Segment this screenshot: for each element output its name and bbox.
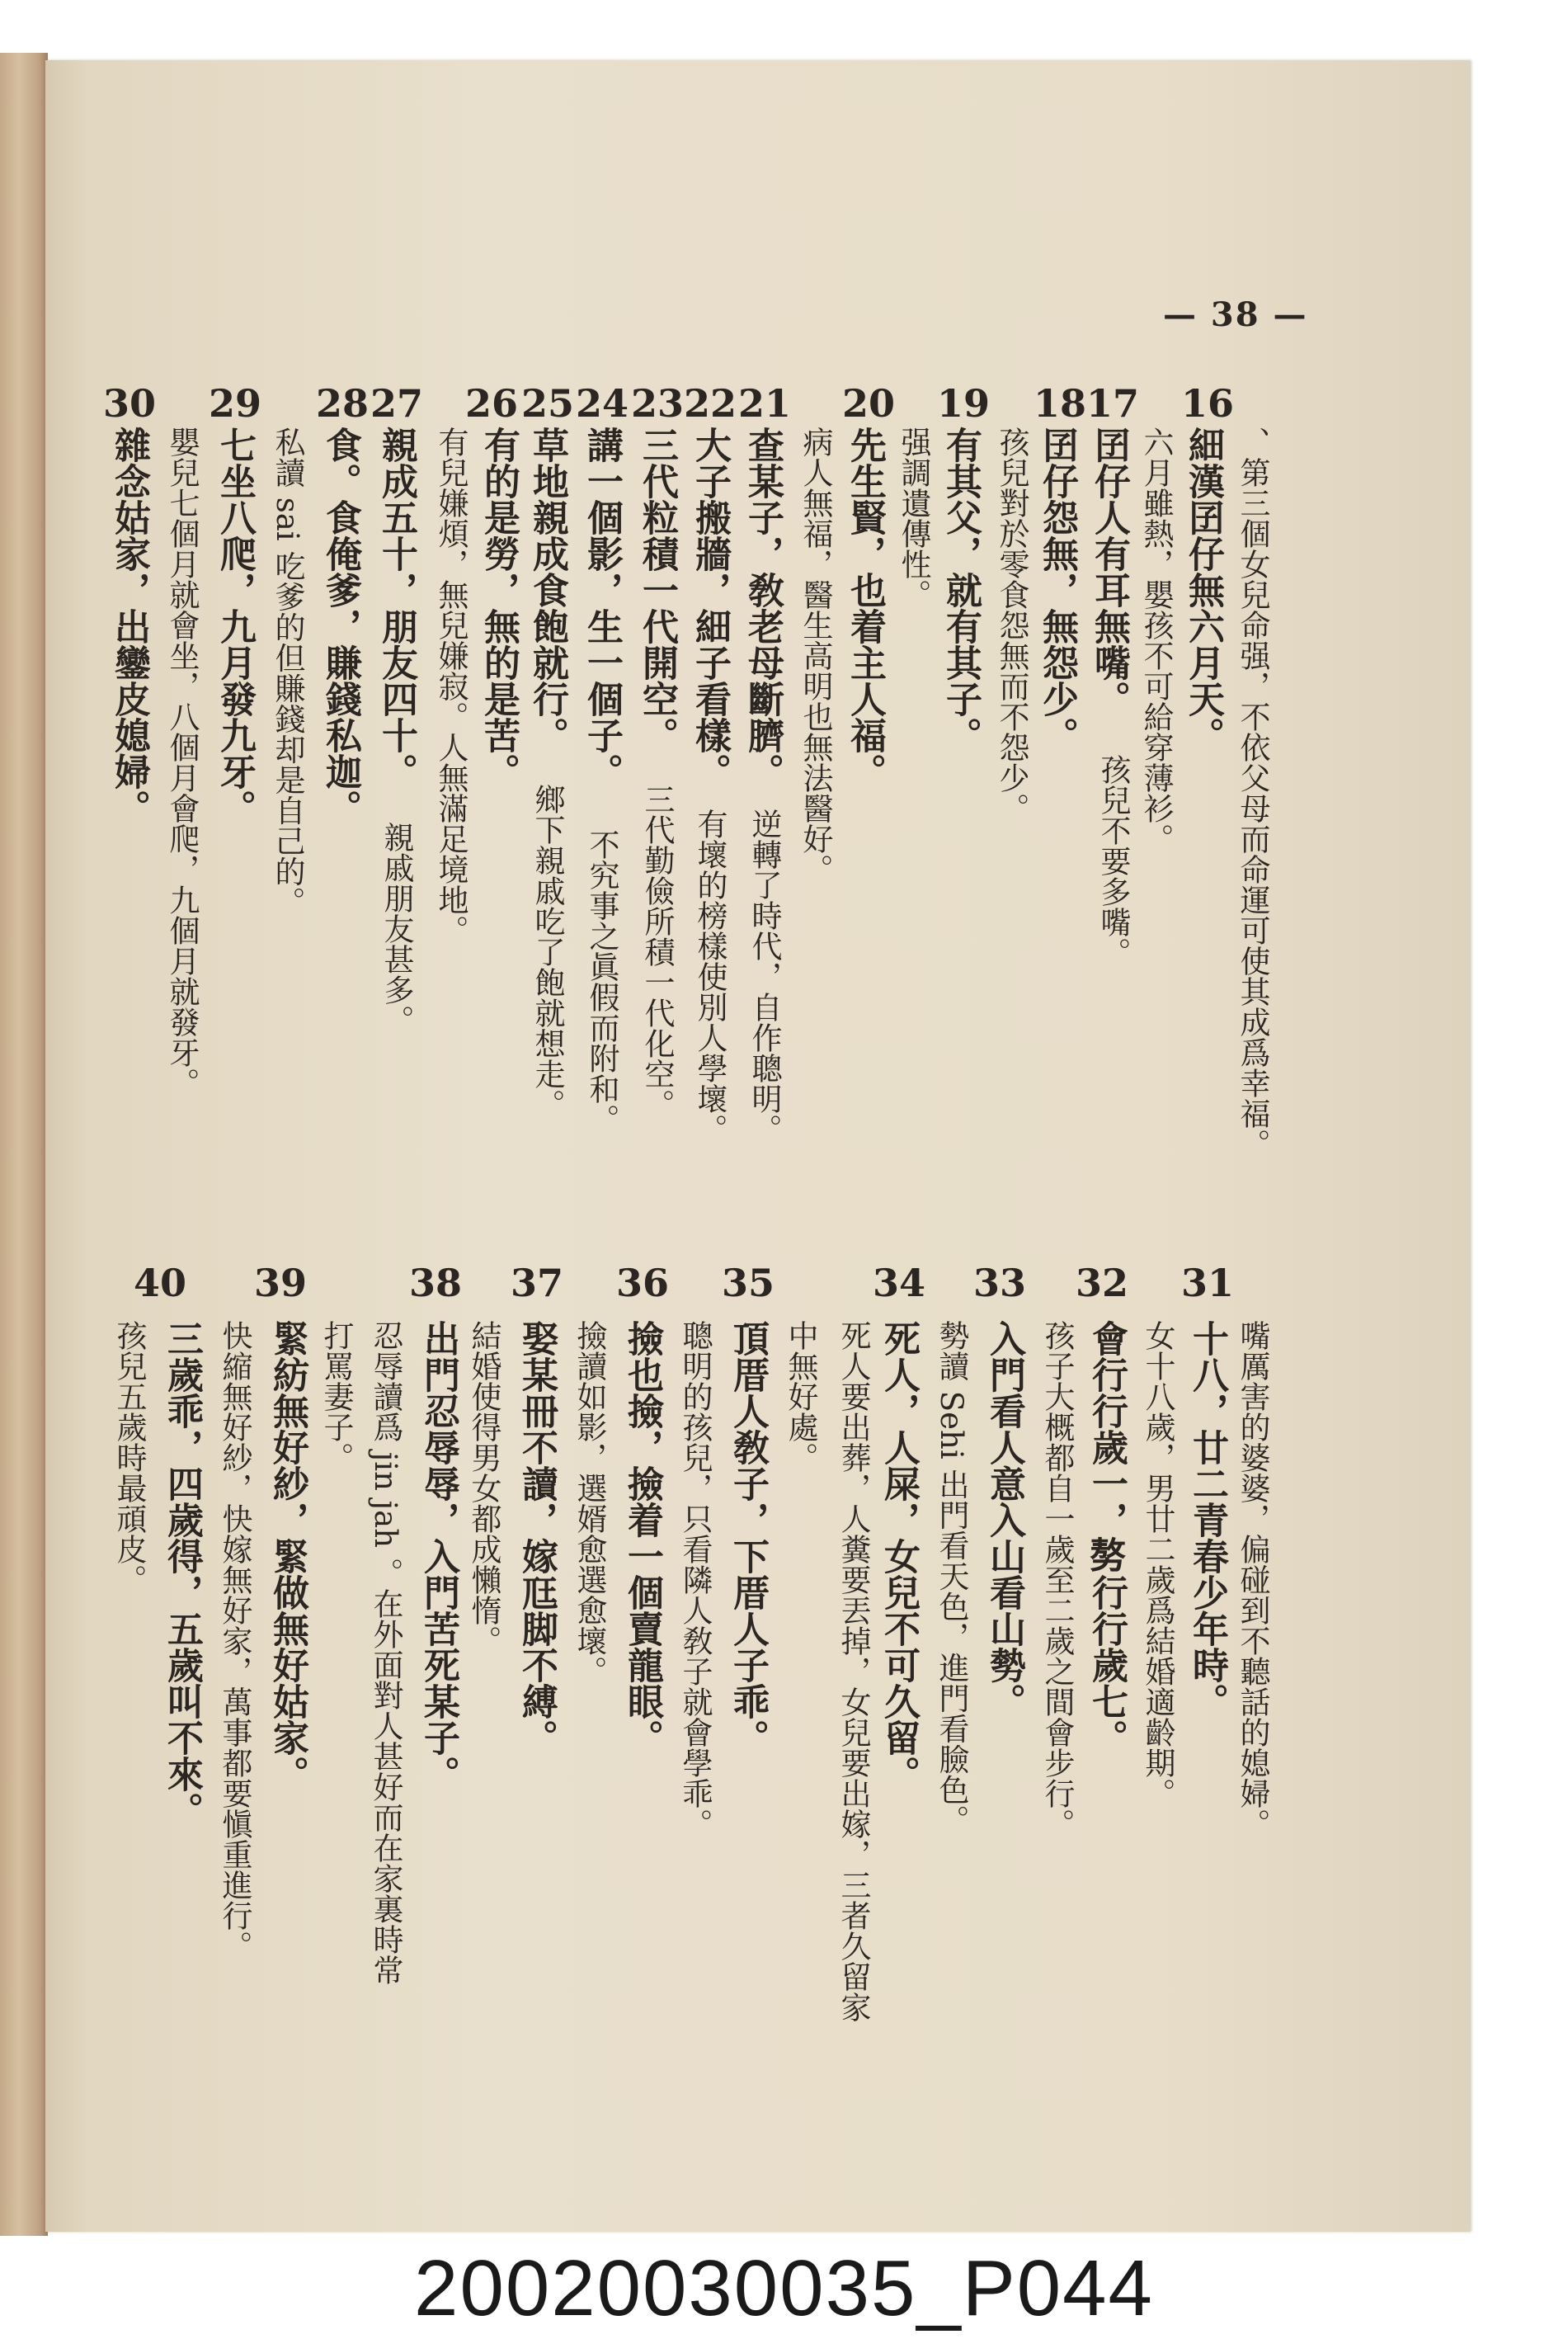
proverb-text: 七坐八爬，九月發九牙。	[214, 427, 256, 826]
explanation-text: 嬰兒七個月就會坐，八個月會爬，九個月就發牙。	[164, 427, 200, 1098]
explanation-text-continued: 打罵妻子。	[318, 1320, 354, 1473]
carryover-note: 、第三個女兒命强，不依父母而命運可使其成爲幸福。	[1235, 427, 1270, 1159]
proverb-text: 親成五十，朋友四十。	[375, 427, 417, 790]
proverb-text: 細漢囝仔無六月天。	[1182, 427, 1224, 753]
explanation-text: 親戚朋友甚多。	[379, 822, 414, 1035]
entry-number: 34	[873, 1261, 926, 1305]
explanation-text: 私讀 sai 吃爹的但賺錢却是自己的。	[270, 427, 305, 917]
scan-id-caption: 20020030035_P044	[414, 2244, 1154, 2332]
explanation-text: 鄉下親戚吃了飽就想走。	[530, 784, 565, 1120]
entry-number: 21	[738, 381, 792, 426]
explanation-text: 忍辱讀爲 jin jah 。在外面對人甚好而在家裏時常	[368, 1320, 403, 1985]
explanation-text: 有壞的榜樣使別人學壞。	[692, 809, 727, 1144]
proverb-text: 有的是勞，無的是苦。	[478, 427, 520, 790]
entry-number: 18	[1034, 381, 1087, 426]
adjacent-page-edge	[0, 53, 48, 2236]
entry-number: 25	[521, 381, 575, 426]
proverb-text: 出門忍辱辱，入門苦死某子。	[417, 1320, 459, 1792]
entry-number: 39	[254, 1261, 308, 1305]
proverb-text: 會行行歲一，𠢕行行歲七。	[1085, 1320, 1128, 1756]
carryover-note: 嘴厲害的婆婆，偏碰到不聽話的媳婦。	[1235, 1320, 1270, 1839]
entry-number: 40	[134, 1261, 187, 1305]
entry-number: 36	[616, 1261, 670, 1305]
entry-number: 27	[370, 381, 424, 426]
proverb-text: 先生賢，也着主人福。	[844, 427, 886, 790]
proverb-text: 三代粒積一代開空。	[636, 427, 678, 753]
proverb-text: 十八，廿二青春少年時。	[1186, 1320, 1228, 1719]
entry-number: 28	[316, 381, 370, 426]
explanation-text: 孩兒五歲時最頑皮。	[111, 1320, 147, 1595]
entry-number: 23	[631, 381, 685, 426]
explanation-text: 快縮無好紗，快嫁無好家，萬事都要愼重進行。	[217, 1320, 252, 1961]
explanation-text: 結婚使得男女都成懶惰。	[466, 1320, 501, 1656]
entry-number: 26	[465, 381, 519, 426]
explanation-text: 逆轉了時代，自作聰明。	[746, 809, 782, 1144]
explanation-text: 撿讀如影，選婿愈選愈壞。	[572, 1320, 607, 1686]
explanation-text: 聰明的孩兒，只看隣人敎子就會學乖。	[677, 1320, 713, 1839]
proverb-text: 死人，人屎，女兒不可久留。	[878, 1320, 920, 1792]
explanation-text: 三代勤儉所積一代化空。	[639, 784, 675, 1120]
explanation-text: 孩兒不要多嘴。	[1095, 754, 1131, 968]
entry-number: 38	[409, 1261, 463, 1305]
proverb-text: 三歲乖，四歲得，五歲叫不來。	[161, 1320, 203, 1828]
entry-number: 32	[1076, 1261, 1129, 1305]
explanation-text: 不究事之眞假而附和。	[584, 829, 619, 1134]
entry-number: 33	[973, 1261, 1027, 1305]
entry-number: 17	[1086, 381, 1140, 426]
explanation-text: 六月雖熱，嬰孩不可給穿薄衫。	[1138, 427, 1174, 854]
proverb-text: 囝仔怨無，無怨少。	[1036, 427, 1078, 753]
entry-number: 30	[103, 381, 157, 426]
proverb-text: 食。食俺爹，賺錢私迦。	[319, 427, 361, 826]
explanation-text: 孩子大概都自一歲至二歲之間會步行。	[1039, 1320, 1075, 1839]
explanation-text: 强調遺傳性。	[896, 427, 931, 610]
entry-number: 29	[209, 381, 262, 426]
page-number: — 38 —	[1163, 295, 1308, 334]
proverb-text: 撿也撿，撿着一個賣龍眼。	[621, 1320, 663, 1756]
entry-number: 24	[576, 381, 629, 426]
entry-number: 22	[684, 381, 737, 426]
proverb-text: 查某子，敎老母斷臍。	[742, 427, 784, 790]
proverb-text: 講一個影，生一個子。	[581, 427, 623, 790]
proverb-text: 緊紡無好紗，緊做無好姑家。	[266, 1320, 308, 1792]
entry-number: 16	[1181, 381, 1235, 426]
proverb-text: 雜念姑家，出鑾皮媳婦。	[108, 427, 150, 826]
proverb-text: 囝仔人有耳無嘴。	[1088, 427, 1130, 717]
explanation-text: 孩兒對於零食怨無而不怨少。	[994, 427, 1029, 823]
entry-number: 20	[842, 381, 896, 426]
explanation-text: 有兒嫌煩，無兒嫌寂。人無滿足境地。	[433, 427, 469, 946]
explanation-text: 病人無福，醫生高明也無法醫好。	[798, 427, 833, 884]
proverb-text: 大子搬牆，細子看樣。	[689, 427, 731, 790]
explanation-text: 勢讀 Sehi 出門看天色，進門看臉色。	[934, 1320, 969, 1836]
proverb-text: 有其父，就有其子。	[939, 427, 982, 753]
entry-number: 35	[722, 1261, 775, 1305]
explanation-text: 女十八歲，男廿二歲爲結婚適齡期。	[1140, 1320, 1175, 1808]
proverb-text: 入門看人意入山看山勢。	[983, 1320, 1025, 1719]
entry-number: 37	[511, 1261, 564, 1305]
explanation-text-continued: 中無好處。	[783, 1320, 818, 1473]
proverb-text: 草地親成食飽就行。	[526, 427, 568, 753]
entry-number: 31	[1181, 1261, 1235, 1305]
entry-number: 19	[937, 381, 991, 426]
explanation-text: 死人要出葬，人糞要丟掉，女兒要出嫁，三者久留家	[836, 1320, 871, 2022]
proverb-text: 頂厝人敎子，下厝人子乖。	[727, 1320, 769, 1756]
proverb-text: 娶某冊不讀，嫁尫脚不縛。	[516, 1320, 558, 1756]
